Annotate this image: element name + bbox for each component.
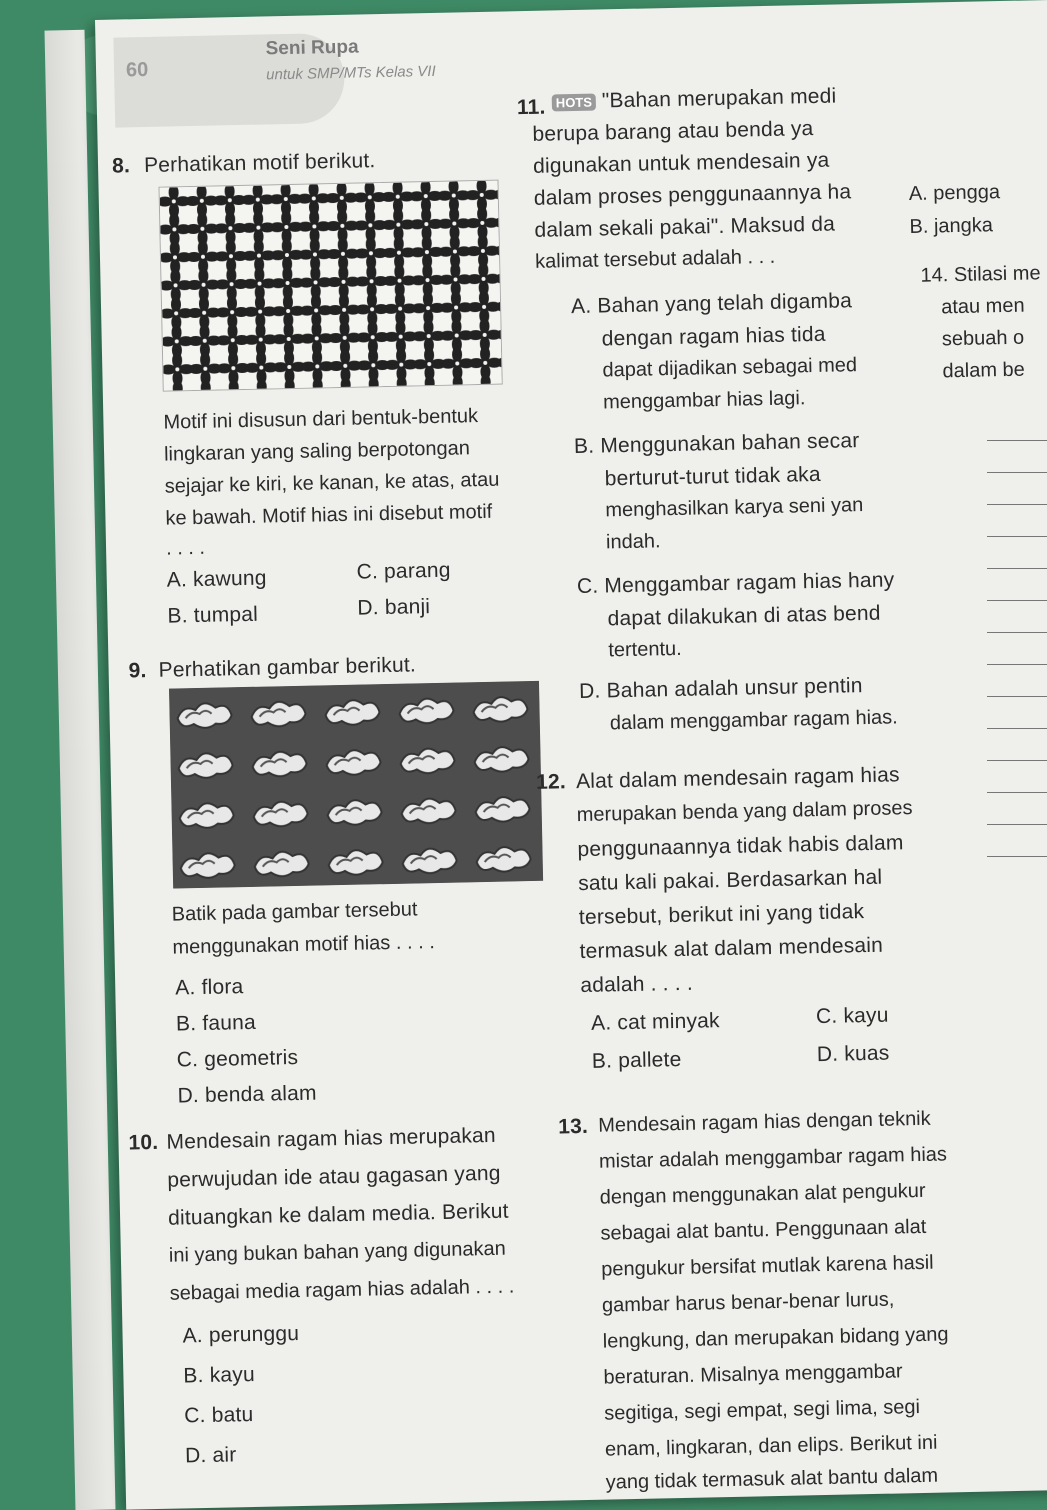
q12-number: 12. (535, 770, 567, 794)
q11-line-2: berupa barang atau benda ya (532, 116, 814, 146)
q10-line-2: perwujudan ide atau gagasan yang (167, 1161, 501, 1192)
q13-line-2: mistar adalah menggambar ragam hias (598, 1143, 948, 1173)
q13-line-5: pengukur bersifat mutlak karena hasil (601, 1251, 934, 1281)
q11-option-b-line-4: indah. (605, 530, 661, 554)
q11-line-1: "Bahan merupakan medi (601, 84, 837, 113)
page-number: 60 (125, 58, 149, 82)
q10-option-a[interactable]: A. perunggu (182, 1322, 300, 1348)
right-col-line-3: 14. Stilasi me (920, 262, 1041, 287)
q10-line-1: Mendesain ragam hias merupakan (166, 1123, 497, 1154)
q13-line-8: beraturan. Misalnya menggambar (603, 1360, 903, 1389)
q11-option-d-line-1[interactable]: D. Bahan adalah unsur pentin (578, 674, 863, 704)
right-col-line-2: B. jangka (909, 214, 994, 238)
q13-number: 13. (558, 1114, 589, 1139)
q11-option-c-line-2: dapat dilakukan di atas bend (607, 601, 881, 631)
right-col-line-6: dalam be (942, 358, 1026, 383)
q8-option-a[interactable]: A. kawung (166, 566, 267, 592)
right-col-line-5: sebuah o (941, 326, 1025, 351)
q11-line-3: digunakan untuk mendesain ya (532, 148, 830, 178)
q11-option-c-line-3: tertentu. (608, 637, 682, 662)
q9-option-d[interactable]: D. benda alam (177, 1081, 317, 1108)
q13-line-1: Mendesain ragam hias dengan teknik (598, 1107, 931, 1137)
q8-desc-line-4: ke bawah. Motif hias ini disebut motif (165, 500, 493, 530)
q8-desc-line-3: sejajar ke kiri, ke kanan, ke atas, atau (164, 468, 500, 498)
q12-line-6: termasuk alat dalam mendesain (579, 933, 884, 964)
q8-number: 8. (111, 154, 131, 178)
q12-line-1: Alat dalam mendesain ragam hias (575, 763, 900, 794)
q8-desc-line-5: . . . . (165, 536, 206, 560)
q9-number: 9. (128, 659, 147, 683)
kawung-pattern-svg (160, 181, 503, 392)
q10-line-3: dituangkan ke dalam media. Berikut (167, 1199, 509, 1230)
underlying-page-lines (987, 440, 1047, 888)
q10-option-c[interactable]: C. batu (184, 1402, 254, 1428)
q12-option-c[interactable]: C. kayu (815, 1003, 889, 1029)
q8-desc-line-1: Motif ini disusun dari bentuk-bentuk (163, 405, 479, 434)
q8-option-c[interactable]: C. parang (356, 558, 451, 584)
q10-line-4: ini yang bukan bahan yang digunakan (168, 1237, 507, 1267)
book-subject: Seni Rupa (265, 36, 359, 60)
q9-option-b[interactable]: B. fauna (175, 1010, 257, 1036)
q9-option-a[interactable]: A. flora (175, 975, 244, 1000)
q11-option-a-line-3: dapat dijadikan sebagai med (602, 354, 858, 382)
q8-option-b[interactable]: B. tumpal (167, 602, 259, 628)
hots-badge: HOTS (552, 94, 596, 113)
batik-pattern-svg (169, 681, 543, 889)
q12-line-5: tersebut, berikut ini yang tidak (578, 900, 865, 930)
q8-prompt: Perhatikan motif berikut. (143, 149, 376, 178)
q11-option-c-line-1[interactable]: C. Menggambar ragam hias hany (576, 568, 895, 599)
q12-line-3: penggunaannya tidak habis dalam (577, 831, 904, 862)
right-col-line-4: atau men (940, 294, 1025, 319)
q10-number: 10. (128, 1130, 159, 1155)
q13-line-7: lengkung, dan merupakan bidang yang (602, 1323, 949, 1353)
q13-line-3: dengan menggunakan alat pengukur (599, 1179, 926, 1209)
q11-option-b-line-2: berturut-turut tidak aka (604, 462, 821, 491)
q11-line-4: dalam proses penggunaannya ha (533, 180, 852, 210)
q8-desc-line-2: lingkaran yang saling berpotongan (163, 437, 471, 466)
q11-option-a-line-1[interactable]: A. Bahan yang telah digamba (570, 289, 853, 319)
q13-line-9: segitiga, segi empat, segi lima, segi (604, 1396, 921, 1425)
q12-option-b[interactable]: B. pallete (591, 1047, 682, 1073)
q8-option-d[interactable]: D. banji (357, 595, 431, 620)
q13-line-11: yang tidak termasuk alat bantu dalam (605, 1464, 939, 1494)
q11-number: 11. (516, 95, 546, 120)
q12-option-a[interactable]: A. cat minyak (590, 1009, 720, 1035)
q11-line-5: dalam sekali pakai". Maksud da (534, 212, 836, 242)
q11-option-a-line-4: menggambar hias lagi. (602, 387, 806, 414)
q12-option-d[interactable]: D. kuas (816, 1041, 890, 1067)
book-page (95, 0, 1047, 1510)
q12-line-2: merupakan benda yang dalam proses (576, 797, 913, 827)
q11-line-6: kalimat tersebut adalah . . . (534, 245, 776, 273)
book-subtitle: untuk SMP/MTs Kelas VII (266, 62, 436, 84)
batik-mega-mendung-image (169, 681, 543, 889)
q13-line-4: sebagai alat bantu. Penggunaan alat (600, 1215, 927, 1245)
q10-line-5: sebagai media ragam hias adalah . . . . (169, 1275, 515, 1305)
q9-desc-line-2: menggunakan motif hias . . . . (172, 931, 435, 959)
q10-option-d[interactable]: D. air (184, 1443, 237, 1468)
q12-line-4: satu kali pakai. Berdasarkan hal (577, 865, 883, 896)
right-col-line-1: A. pengga (908, 181, 1001, 205)
q11-option-b-line-1[interactable]: B. Menggunakan bahan secar (573, 429, 860, 459)
q11-option-b-line-3: menghasilkan karya seni yan (605, 494, 864, 522)
q13-line-10: enam, lingkaran, dan elips. Berikut ini (604, 1431, 938, 1461)
q11-option-d-line-2: dalam menggambar ragam hias. (609, 706, 898, 735)
q13-line-6: gambar harus benar-benar lurus, (601, 1288, 895, 1317)
q12-line-7: adalah . . . . (580, 971, 694, 998)
q9-prompt: Perhatikan gambar berikut. (158, 653, 417, 682)
q9-desc-line-1: Batik pada gambar tersebut (171, 898, 418, 926)
q10-option-b[interactable]: B. kayu (183, 1362, 256, 1388)
q11-option-a-line-2: dengan ragam hias tida (601, 322, 826, 351)
q9-option-c[interactable]: C. geometris (176, 1045, 299, 1072)
kawung-motif-image (159, 180, 503, 392)
